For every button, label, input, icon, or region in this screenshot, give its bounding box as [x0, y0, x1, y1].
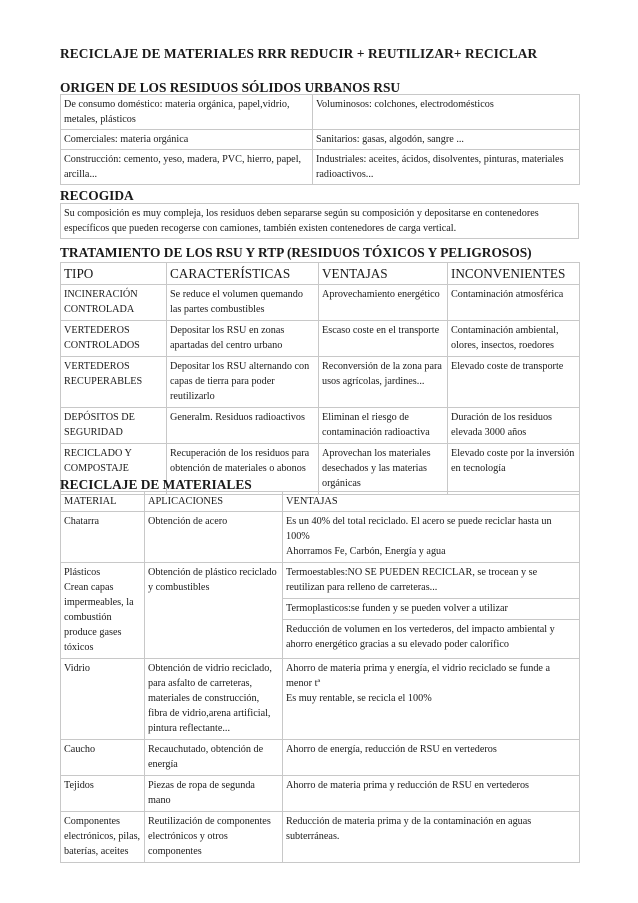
column-header: INCONVENIENTES	[448, 263, 580, 285]
table-row	[61, 812, 580, 863]
column-header: APLICACIONES	[145, 492, 283, 512]
table-cell: Elevado coste de transporte	[448, 357, 580, 408]
table-cell: Ahorro de energía, reducción de RSU en vertederos	[283, 740, 580, 776]
table-cell	[283, 563, 580, 659]
table-cell: Caucho	[61, 740, 145, 776]
table-row	[61, 285, 580, 321]
column-header: VENTAJAS	[319, 263, 448, 285]
table-cell: Componentes electrónicos, pilas, baterías, aceites	[61, 812, 145, 863]
table-cell: Reducción de materia prima y de la contaminación en aguas subterráneas.	[283, 812, 580, 863]
table-cell: Obtención de vidrio reciclado, para asfalto de carreteras, materiales de construcción, fibra de vidrio,arena artificial, pintura reflectante...	[145, 659, 283, 740]
table-cell: Contaminación ambiental, olores, insectos, roedores	[448, 321, 580, 357]
origen-table	[60, 94, 580, 185]
sub-cell: Reducción de volumen en los vertederos, del impacto ambiental y ahorro energético gracias a su elevado poder calorífico	[286, 624, 555, 650]
tratamiento-section-title: TRATAMIENTO DE LOS RSU Y RTP (RESIDUOS TÓXICOS Y PELIGROSOS)	[60, 245, 532, 260]
table-cell: Construcción: cemento, yeso, madera, PVC, hierro, papel, arcilla...	[61, 150, 313, 185]
table-cell: INCINERACIÓN CONTROLADA	[61, 285, 167, 321]
table-row	[61, 357, 580, 408]
cell-line: Ahorramos Fe, Carbón, Energía y agua	[286, 546, 446, 557]
cell-line: Es muy rentable, se recicla el 100%	[286, 693, 432, 704]
table-cell: Piezas de ropa de segunda mano	[145, 776, 283, 812]
table-cell: VERTEDEROS RECUPERABLES	[61, 357, 167, 408]
table-cell: RECICLADO Y COMPOSTAJE	[61, 444, 167, 495]
table-cell: Reconversión de la zona para usos agrícolas, jardines...	[319, 357, 448, 408]
table-row	[61, 321, 580, 357]
table-cell: Industriales: aceites, ácidos, disolventes, pinturas, materiales radioactivos...	[313, 150, 580, 185]
table-cell	[283, 659, 580, 740]
table-cell: Contaminación atmosférica	[448, 285, 580, 321]
reciclaje-section-title: RECICLAJE DE MATERIALES	[60, 477, 252, 492]
table-header-row	[61, 492, 580, 512]
table-cell: Aprovechamiento energético	[319, 285, 448, 321]
table-cell: De consumo doméstico: materia orgánica, papel,vidrio, metales, plásticos	[61, 95, 313, 130]
table-cell: Duración de los residuos elevada 3000 años	[448, 408, 580, 444]
table-row	[61, 95, 580, 130]
cell-line: Ahorro de materia prima y energía, el vidrio reciclado se funde a menor tª	[286, 663, 551, 689]
table-cell: Tejidos	[61, 776, 145, 812]
table-cell: Recuperación de los residuos para obtención de materiales o abonos	[167, 444, 319, 495]
column-header: TIPO	[61, 263, 167, 285]
table-row	[61, 740, 580, 776]
cell-line: Es un 40% del total reciclado. El acero se puede reciclar hasta un 100%	[286, 516, 552, 542]
table-cell: Depositar los RSU en zonas apartadas del centro urbano	[167, 321, 319, 357]
table-cell: Recauchutado, obtención de energía	[145, 740, 283, 776]
table-cell: Comerciales: materia orgánica	[61, 130, 313, 150]
origen-section-title: ORIGEN DE LOS RESIDUOS SÓLIDOS URBANOS RSU	[60, 80, 401, 95]
cell-line: Plásticos	[64, 567, 101, 578]
table-cell: Obtención de plástico reciclado y combustibles	[145, 563, 283, 659]
cell-line: Crean capas impermeables, la combustión produce gases tóxicos	[64, 582, 134, 653]
table-cell: Sanitarios: gasas, algodón, sangre ...	[313, 130, 580, 150]
page-title: RECICLAJE DE MATERIALES RRR REDUCIR + REUTILIZAR+ RECICLAR	[60, 46, 538, 61]
table-row	[61, 776, 580, 812]
table-row	[61, 204, 579, 239]
column-header: MATERIAL	[61, 492, 145, 512]
recogida-text: Su composición es muy compleja, los residuos deben separarse según su composición y depositarse en contenedores específicos que pueden recogerse con camiones, también existen contenedores de carga vertical.	[61, 204, 579, 239]
table-cell: Voluminosos: colchones, electrodomésticos	[313, 95, 580, 130]
sub-cell: Termoplasticos:se funden y se pueden volver a utilizar	[283, 599, 579, 620]
table-cell: Vidrio	[61, 659, 145, 740]
tratamiento-table	[60, 262, 580, 495]
table-cell	[61, 563, 145, 659]
recogida-table	[60, 203, 579, 239]
table-row	[61, 150, 580, 185]
table-cell: DEPÓSITOS DE SEGURIDAD	[61, 408, 167, 444]
table-cell: Escaso coste en el transporte	[319, 321, 448, 357]
table-row	[61, 408, 580, 444]
table-row	[61, 563, 580, 659]
table-cell: Ahorro de materia prima y reducción de RSU en vertederos	[283, 776, 580, 812]
table-cell: Generalm. Residuos radioactivos	[167, 408, 319, 444]
table-cell: VERTEDEROS CONTROLADOS	[61, 321, 167, 357]
table-cell: Se reduce el volumen quemando las partes combustibles	[167, 285, 319, 321]
table-cell: Aprovechan los materiales desechados y las materias orgánicas	[319, 444, 448, 495]
table-row	[61, 659, 580, 740]
table-cell: Eliminan el riesgo de contaminación radioactiva	[319, 408, 448, 444]
table-cell: Elevado coste por la inversión en tecnología	[448, 444, 580, 495]
column-header: CARACTERÍSTICAS	[167, 263, 319, 285]
sub-cell: Termoestables:NO SE PUEDEN RECICLAR, se trocean y se reutilizan para relleno de carreteras...	[283, 563, 579, 599]
table-cell: Depositar los RSU alternando con capas de tierra para poder reutilizarlo	[167, 357, 319, 408]
table-cell: Chatarra	[61, 512, 145, 563]
table-header-row	[61, 263, 580, 285]
recogida-section-title: RECOGIDA	[60, 188, 134, 203]
table-cell: Reutilización de componentes electrónicos y otros componentes	[145, 812, 283, 863]
table-row	[61, 512, 580, 563]
column-header: VENTAJAS	[283, 492, 580, 512]
table-cell	[283, 512, 580, 563]
reciclaje-table	[60, 491, 580, 863]
table-cell: Obtención de acero	[145, 512, 283, 563]
table-row	[61, 130, 580, 150]
